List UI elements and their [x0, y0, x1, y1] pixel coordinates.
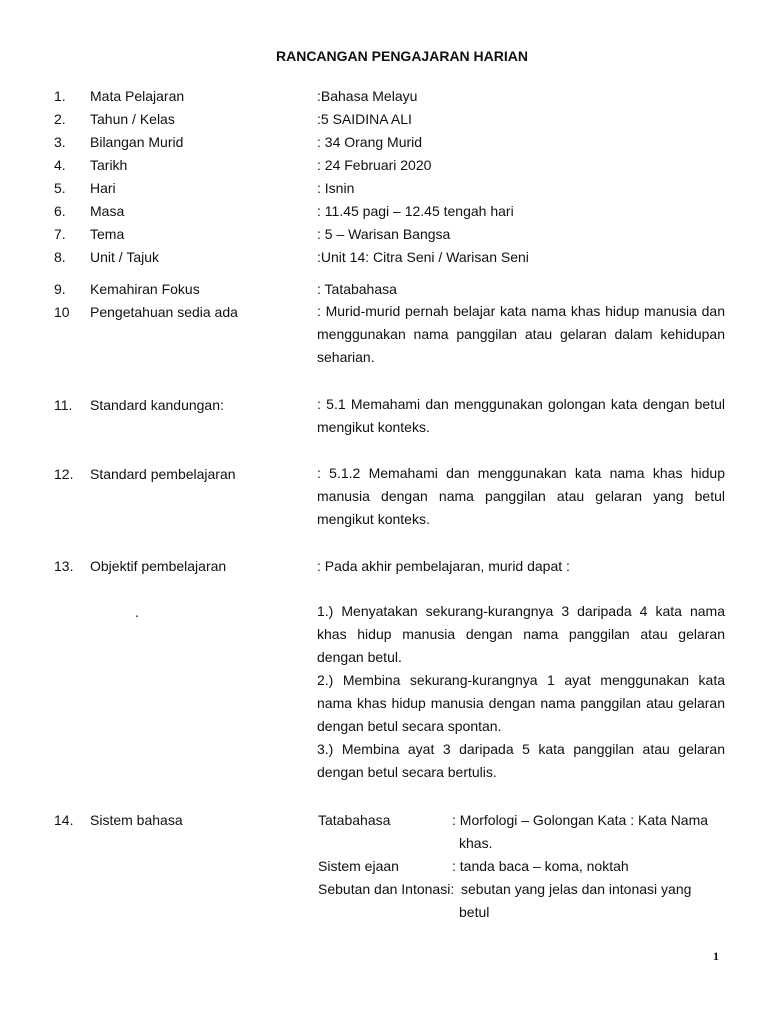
item-label: Pengetahuan sedia ada — [90, 304, 238, 320]
text-line: manusia dengan nama panggilan atau gelaran yang betul — [317, 488, 725, 504]
item-number: 3. — [54, 134, 66, 150]
sebutan-label: Sebutan dan Intonasi: — [318, 881, 455, 897]
item-label: Standard kandungan: — [90, 397, 224, 413]
item-label: Hari — [90, 180, 116, 196]
item-number: 13. — [54, 558, 74, 574]
tatabahasa-label: Tatabahasa — [318, 812, 391, 828]
standard-pembelajaran-text — [317, 462, 725, 531]
item-number: 9. — [54, 281, 66, 297]
text-line: khas hidup manusia dengan nama panggilan atau gelaran — [317, 626, 725, 642]
objektif-intro: : Pada akhir pembelajaran, murid dapat : — [317, 558, 570, 574]
item-value: : 24 Februari 2020 — [317, 157, 432, 173]
text-line: dengan betul secara bertulis. — [317, 764, 497, 780]
item-number: 12. — [54, 466, 74, 482]
item-value: :Unit 14: Citra Seni / Warisan Seni — [317, 249, 529, 265]
item-label: Objektif pembelajaran — [90, 558, 227, 574]
item-number: 7. — [54, 226, 66, 242]
text-line: 2.) Membina sekurang-kurangnya 1 ayat menggunakan kata — [317, 672, 725, 688]
item-label: Tahun / Kelas — [90, 111, 175, 127]
item-label: Unit / Tajuk — [90, 249, 159, 265]
text-line: dengan betul. — [317, 649, 402, 665]
page-title: RANCANGAN PENGAJARAN HARIAN — [275, 48, 528, 64]
item-value: :5 SAIDINA ALI — [317, 111, 412, 127]
text-line: menggunakan nama panggilan atau gelaran dalam kehidupan — [317, 326, 725, 342]
stray-dot: . — [135, 604, 139, 620]
item-value: : 34 Orang Murid — [317, 134, 423, 150]
objektif-list — [317, 600, 725, 784]
standard-kandungan-text — [317, 393, 725, 439]
item-label: Bilangan Murid — [90, 134, 184, 150]
ejaan-value: : tanda baca – koma, noktah — [452, 858, 629, 874]
item-number: 11. — [54, 397, 73, 413]
item-number: 5. — [54, 180, 66, 196]
item-label: Tema — [90, 226, 125, 242]
item-value: : Tatabahasa — [317, 281, 397, 297]
text-line: 1.) Menyatakan sekurang-kurangnya 3 daripada 4 kata nama — [317, 603, 725, 619]
tatabahasa-value: : Morfologi – Golongan Kata : Kata Nama — [452, 812, 709, 828]
item-value: : 5 – Warisan Bangsa — [317, 226, 451, 242]
tatabahasa-continued: khas. — [459, 835, 493, 851]
page-number: 1 — [713, 949, 719, 963]
item-number: 8. — [54, 249, 66, 265]
item-number: 14. — [54, 812, 74, 828]
text-line: 3.) Membina ayat 3 daripada 5 kata panggilan atau gelaran — [317, 741, 725, 757]
item-value: : Isnin — [317, 180, 355, 196]
item-label: Standard pembelajaran — [90, 466, 236, 482]
text-line: dengan betul secara spontan. — [317, 718, 502, 734]
sebutan-value: sebutan yang jelas dan intonasi yang — [461, 881, 692, 897]
item-number: 1. — [54, 88, 66, 104]
sebutan-continued: betul — [459, 904, 490, 920]
item-value: : 11.45 pagi – 12.45 tengah hari — [317, 203, 514, 219]
item-number: 6. — [54, 203, 66, 219]
ejaan-label: Sistem ejaan — [318, 858, 399, 874]
item-label: Kemahiran Fokus — [90, 281, 200, 297]
item-label: Masa — [90, 203, 125, 219]
text-line: nama khas hidup manusia dengan nama panggilan atau gelaran — [317, 695, 725, 711]
item-number: 10 — [54, 304, 70, 320]
text-line: : 5.1.2 Memahami dan menggunakan kata nama khas hidup — [317, 465, 725, 481]
text-line: : 5.1 Memahami dan menggunakan golongan kata dengan betul — [317, 396, 725, 412]
text-line: : Murid-murid pernah belajar kata nama khas hidup manusia dan — [317, 303, 725, 319]
text-line: seharian. — [317, 349, 375, 365]
item-number: 2. — [54, 111, 66, 127]
item-label: Tarikh — [90, 157, 128, 173]
item-label: Mata Pelajaran — [90, 88, 185, 104]
text-line: mengikut konteks. — [317, 511, 430, 527]
item-number: 4. — [54, 157, 66, 173]
text-line: mengikut konteks. — [317, 419, 430, 435]
item-label: Sistem bahasa — [90, 812, 183, 828]
pengetahuan-text — [317, 300, 725, 369]
item-value: :Bahasa Melayu — [317, 88, 418, 104]
